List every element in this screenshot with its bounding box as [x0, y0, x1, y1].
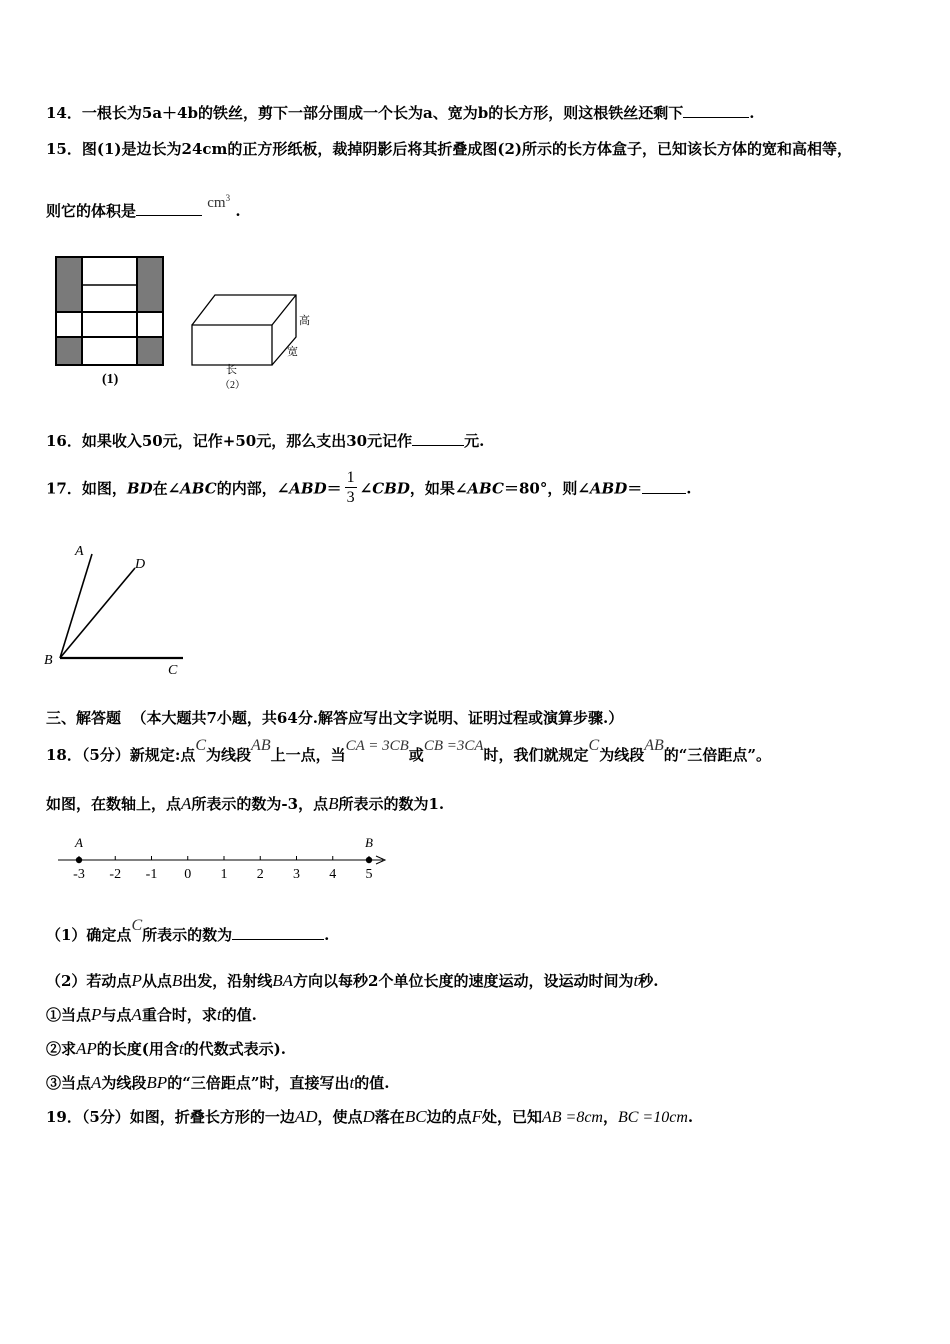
figure-1-caption: (1): [102, 372, 119, 387]
question-15-line-2: 则它的体积是 $cm^3$ .: [46, 193, 241, 220]
number-line-tick-label: 5: [365, 867, 373, 882]
q15-number: 15．: [46, 140, 82, 158]
number-line-tick-label: -2: [109, 867, 122, 882]
number-line-tick-label: 3: [293, 867, 300, 882]
answer-blank: [232, 925, 324, 940]
q18-number: 18．: [46, 746, 82, 764]
question-18-part-2: （2）若动点P从点B出发，沿射线BA方向以每秒2个单位长度的速度运动，设运动时间为t秒.: [46, 971, 659, 990]
point-b-label: B: [44, 653, 53, 668]
shaded-corner: [57, 337, 82, 364]
q15-figures: [50, 252, 320, 397]
answer-blank: [642, 479, 686, 494]
shaded-corner: [137, 258, 162, 312]
point-b-dot: [366, 857, 372, 863]
figure-1-square-board: [56, 257, 163, 387]
shaded-corner: [57, 258, 82, 312]
label-length: 长: [226, 364, 237, 376]
answer-blank: [683, 103, 749, 118]
fraction-one-third: $\frac{1}{3}$: [346, 469, 355, 506]
point-d-label: D: [135, 557, 146, 572]
question-18-sub-3: ③当点A为线段BP的“三倍距点”时，直接写出t的值.: [46, 1073, 390, 1092]
question-18-sub-2: ②求AP的长度(用含t的代数式表示).: [46, 1039, 286, 1058]
question-18-part-1: （1）确定点C所表示的数为 .: [46, 917, 330, 944]
number-line-tick-label: 2: [256, 867, 264, 882]
number-line-label-b: B: [365, 835, 373, 850]
number-line-tick-label: 0: [184, 867, 192, 882]
number-line-tick-label: -3: [73, 867, 85, 882]
section-title: 三、解答题: [46, 709, 122, 727]
question-16: 16．如果收入50元，记作+50元，那么支出30元记作 元.: [46, 432, 485, 450]
unit-cm3: $cm^3$: [207, 193, 231, 211]
figure-2-box: [192, 295, 310, 391]
point-a-dot: [76, 857, 82, 863]
q17-angle-figure: [40, 538, 200, 680]
number-line-tick-label: -1: [145, 867, 158, 882]
q19-number: 19．: [46, 1108, 82, 1126]
answer-blank: [136, 201, 202, 216]
number-line-label-a: A: [75, 835, 83, 850]
question-18-sub-1: ①当点P与点A重合时，求t的值.: [46, 1005, 257, 1024]
answer-blank: [412, 431, 464, 446]
question-14: 14．一根长为5a＋4b的铁丝，剪下一部分围成一个长为a、宽为b的长方形，则这根铁丝还剩下 .: [46, 104, 755, 122]
figure-2-caption: （2）: [220, 380, 245, 391]
number-line-tick-label: 1: [220, 867, 228, 882]
ray-ba: [60, 554, 92, 658]
shaded-corner: [137, 337, 162, 364]
question-18-line-2: 如图，在数轴上，点A所表示的数为-3，点B所表示的数为1.: [46, 794, 445, 813]
q16-number: 16．: [46, 432, 82, 450]
label-height: 高: [299, 315, 310, 327]
point-a-label: A: [75, 544, 84, 559]
question-18-line-1: 18．（5分）新规定:点C为线段AB上一点，当CA = 3CB或CB =3CA时，我们就规定C为线段AB的“三倍距点”。: [46, 737, 772, 764]
q17-number: 17．: [46, 479, 82, 498]
question-15-line-1: 15．图(1)是边长为24cm的正方形纸板，裁掉阴影后将其折叠成图(2)所示的长方体盒子，已知该长方体的宽和高相等，: [46, 140, 853, 158]
section-3-header: 三、解答题 （本大题共7小题，共64分.解答应写出文字说明、证明过程或演算步骤.）: [46, 709, 624, 727]
question-17: 17．如图，BD在∠ABC的内部，∠ABD＝ $\frac{1}{3}$ ∠CBD，如果∠ABC＝80°，则∠ABD＝ .: [46, 469, 692, 506]
ray-bd: [60, 568, 135, 658]
label-width: 宽: [287, 346, 298, 358]
question-19: 19．（5分）如图，折叠长方形的一边AD，使点D落在BC边的点F处，已知AB =8cm，BC =10cm.: [46, 1107, 694, 1126]
q14-number: 14．: [46, 104, 82, 122]
point-c-label: C: [168, 663, 178, 678]
number-line: [50, 832, 395, 884]
number-line-tick-label: 4: [329, 867, 337, 882]
